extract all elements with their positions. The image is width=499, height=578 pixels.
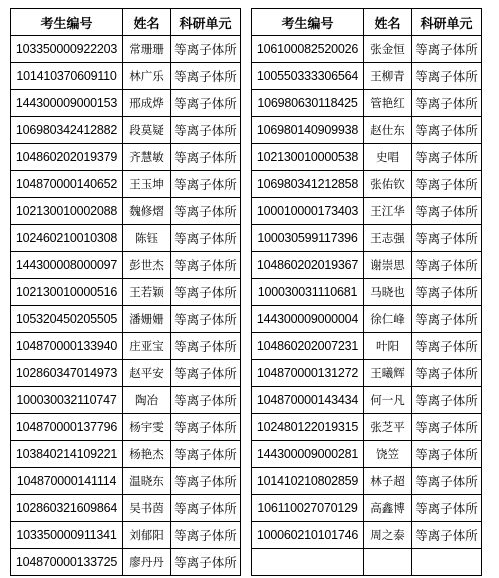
table-row (11, 495, 241, 522)
name-cell: 彭世杰 (123, 252, 171, 279)
name-cell: 吴书茵 (123, 495, 171, 522)
candidate-id-cell: 102130010002088 (11, 198, 123, 225)
table-row (252, 90, 482, 117)
unit-cell: 等离子体所 (171, 90, 241, 117)
table-row (11, 387, 241, 414)
table-row (11, 333, 241, 360)
table-row (252, 360, 482, 387)
table-row (11, 198, 241, 225)
candidate-id-cell: 104860202007231 (252, 333, 364, 360)
name-cell: 马晓也 (364, 279, 412, 306)
unit-cell: 等离子体所 (412, 225, 482, 252)
header-unit: 科研单元 (412, 9, 482, 36)
table-row (252, 549, 482, 576)
candidate-id-cell: 101410210802859 (252, 468, 364, 495)
name-cell: 段莫疑 (123, 117, 171, 144)
unit-cell: 等离子体所 (171, 198, 241, 225)
table-row (11, 468, 241, 495)
name-cell: 陈钰 (123, 225, 171, 252)
unit-cell: 等离子体所 (412, 333, 482, 360)
candidate-id-cell: 100010000173403 (252, 198, 364, 225)
unit-cell: 等离子体所 (171, 495, 241, 522)
table-row (252, 36, 482, 63)
name-cell: 潘姗姗 (123, 306, 171, 333)
header-row (252, 9, 482, 36)
table-row (11, 279, 241, 306)
name-cell: 史唱 (364, 144, 412, 171)
candidate-id-cell: 102130010000538 (252, 144, 364, 171)
table-row (11, 414, 241, 441)
table-row (11, 36, 241, 63)
unit-cell: 等离子体所 (412, 198, 482, 225)
unit-cell: 等离子体所 (171, 333, 241, 360)
candidate-id-cell: 100550333306564 (252, 63, 364, 90)
name-cell: 张芝平 (364, 414, 412, 441)
name-cell: 谢崇思 (364, 252, 412, 279)
candidate-id-cell: 100060210101746 (252, 522, 364, 549)
name-cell: 赵仕东 (364, 117, 412, 144)
table-row (11, 252, 241, 279)
unit-cell: 等离子体所 (171, 36, 241, 63)
candidate-id-cell: 104870000131272 (252, 360, 364, 387)
table-row (11, 90, 241, 117)
name-cell: 廖丹丹 (123, 549, 171, 576)
unit-cell: 等离子体所 (171, 63, 241, 90)
name-cell: 魏修熠 (123, 198, 171, 225)
name-cell: 陶冶 (123, 387, 171, 414)
unit-cell: 等离子体所 (171, 306, 241, 333)
name-cell: 庄亚宝 (123, 333, 171, 360)
table-row (11, 225, 241, 252)
candidate-id-cell: 103350000911341 (11, 522, 123, 549)
unit-cell: 等离子体所 (171, 117, 241, 144)
table-row (11, 144, 241, 171)
name-cell: 林子超 (364, 468, 412, 495)
candidate-id-cell: 105320450205505 (11, 306, 123, 333)
unit-cell: 等离子体所 (171, 225, 241, 252)
candidate-id-cell: 104860202019367 (252, 252, 364, 279)
candidate-id-cell: 102480122019315 (252, 414, 364, 441)
candidate-id-cell: 144300009000153 (11, 90, 123, 117)
candidate-id-cell: 102460210010308 (11, 225, 123, 252)
unit-cell: 等离子体所 (171, 522, 241, 549)
candidate-id-cell: 104870000141114 (11, 468, 123, 495)
header-id: 考生编号 (11, 9, 123, 36)
unit-cell: 等离子体所 (412, 63, 482, 90)
name-cell: 常珊珊 (123, 36, 171, 63)
name-cell: 齐慧敏 (123, 144, 171, 171)
unit-cell: 等离子体所 (412, 387, 482, 414)
name-cell: 王曦辉 (364, 360, 412, 387)
candidate-id-cell: 106980341212858 (252, 171, 364, 198)
name-cell: 邢成烨 (123, 90, 171, 117)
name-cell: 王玉坤 (123, 171, 171, 198)
table-row (11, 306, 241, 333)
name-cell: 杨宇雯 (123, 414, 171, 441)
left-roster-table (10, 8, 241, 576)
candidate-id-cell: 144300008000097 (11, 252, 123, 279)
candidate-id-cell: 104870000133940 (11, 333, 123, 360)
table-row (252, 414, 482, 441)
table-row (252, 387, 482, 414)
unit-cell: 等离子体所 (171, 252, 241, 279)
name-cell: 张金恒 (364, 36, 412, 63)
name-cell: 饶笠 (364, 441, 412, 468)
unit-cell: 等离子体所 (412, 414, 482, 441)
candidate-id-cell: 100030032110747 (11, 387, 123, 414)
table-row (252, 441, 482, 468)
roster-document (10, 8, 490, 570)
name-cell: 王江华 (364, 198, 412, 225)
unit-cell: 等离子体所 (171, 279, 241, 306)
table-row (11, 441, 241, 468)
name-cell: 王志强 (364, 225, 412, 252)
name-cell: 叶阳 (364, 333, 412, 360)
candidate-id-cell: 102860347014973 (11, 360, 123, 387)
candidate-id-cell: 106980342412882 (11, 117, 123, 144)
table-row (252, 171, 482, 198)
unit-cell: 等离子体所 (171, 468, 241, 495)
unit-cell: 等离子体所 (412, 360, 482, 387)
table-row (252, 495, 482, 522)
unit-cell: 等离子体所 (171, 171, 241, 198)
candidate-id-cell: 104870000143434 (252, 387, 364, 414)
candidate-id-cell: 144300009000004 (252, 306, 364, 333)
name-cell: 张佑钦 (364, 171, 412, 198)
table-row (252, 144, 482, 171)
name-cell: 杨艳杰 (123, 441, 171, 468)
name-cell: 高鑫博 (364, 495, 412, 522)
table-row (252, 198, 482, 225)
unit-cell: 等离子体所 (412, 117, 482, 144)
name-cell: 周之泰 (364, 522, 412, 549)
header-row (11, 9, 241, 36)
candidate-id-cell: 106980140909938 (252, 117, 364, 144)
name-cell: 管艳红 (364, 90, 412, 117)
table-row (252, 117, 482, 144)
candidate-id-cell: 103350000922203 (11, 36, 123, 63)
unit-cell: 等离子体所 (171, 549, 241, 576)
name-cell: 何一凡 (364, 387, 412, 414)
candidate-id-cell: 104870000133725 (11, 549, 123, 576)
unit-cell: 等离子体所 (412, 495, 482, 522)
unit-cell: 等离子体所 (171, 360, 241, 387)
name-cell: 温晓东 (123, 468, 171, 495)
unit-cell: 等离子体所 (412, 90, 482, 117)
candidate-id-cell: 106100082520026 (252, 36, 364, 63)
candidate-id-cell: 100030599117396 (252, 225, 364, 252)
name-cell: 王若颖 (123, 279, 171, 306)
candidate-id-cell: 104870000140652 (11, 171, 123, 198)
unit-cell (412, 549, 482, 576)
header-name: 姓名 (364, 9, 412, 36)
table-row (11, 360, 241, 387)
candidate-id-cell: 100030031110681 (252, 279, 364, 306)
candidate-id-cell (252, 549, 364, 576)
table-row (11, 522, 241, 549)
name-cell: 王柳青 (364, 63, 412, 90)
candidate-id-cell: 106110027070129 (252, 495, 364, 522)
unit-cell: 等离子体所 (412, 171, 482, 198)
candidate-id-cell: 106980630118425 (252, 90, 364, 117)
candidate-id-cell: 102860321609864 (11, 495, 123, 522)
table-row (252, 63, 482, 90)
unit-cell: 等离子体所 (412, 36, 482, 63)
header-unit: 科研单元 (171, 9, 241, 36)
header-id: 考生编号 (252, 9, 364, 36)
table-row (11, 117, 241, 144)
name-cell: 刘郁阳 (123, 522, 171, 549)
name-cell: 徐仁峰 (364, 306, 412, 333)
table-row (11, 549, 241, 576)
unit-cell: 等离子体所 (412, 522, 482, 549)
unit-cell: 等离子体所 (412, 144, 482, 171)
name-cell (364, 549, 412, 576)
unit-cell: 等离子体所 (412, 468, 482, 495)
table-row (252, 279, 482, 306)
candidate-id-cell: 102130010000516 (11, 279, 123, 306)
candidate-id-cell: 104870000137796 (11, 414, 123, 441)
candidate-id-cell: 104860202019379 (11, 144, 123, 171)
unit-cell: 等离子体所 (171, 387, 241, 414)
table-row (252, 252, 482, 279)
name-cell: 林广乐 (123, 63, 171, 90)
unit-cell: 等离子体所 (171, 144, 241, 171)
table-row (11, 171, 241, 198)
unit-cell: 等离子体所 (412, 252, 482, 279)
table-row (252, 468, 482, 495)
unit-cell: 等离子体所 (171, 414, 241, 441)
header-name: 姓名 (123, 9, 171, 36)
candidate-id-cell: 103840214109221 (11, 441, 123, 468)
candidate-id-cell: 144300009000281 (252, 441, 364, 468)
name-cell: 赵平安 (123, 360, 171, 387)
unit-cell: 等离子体所 (412, 306, 482, 333)
candidate-id-cell: 101410370609110 (11, 63, 123, 90)
table-row (252, 225, 482, 252)
unit-cell: 等离子体所 (412, 279, 482, 306)
table-row (252, 333, 482, 360)
table-row (252, 306, 482, 333)
unit-cell: 等离子体所 (171, 441, 241, 468)
table-row (11, 63, 241, 90)
unit-cell: 等离子体所 (412, 441, 482, 468)
right-roster-table (251, 8, 482, 576)
table-row (252, 522, 482, 549)
